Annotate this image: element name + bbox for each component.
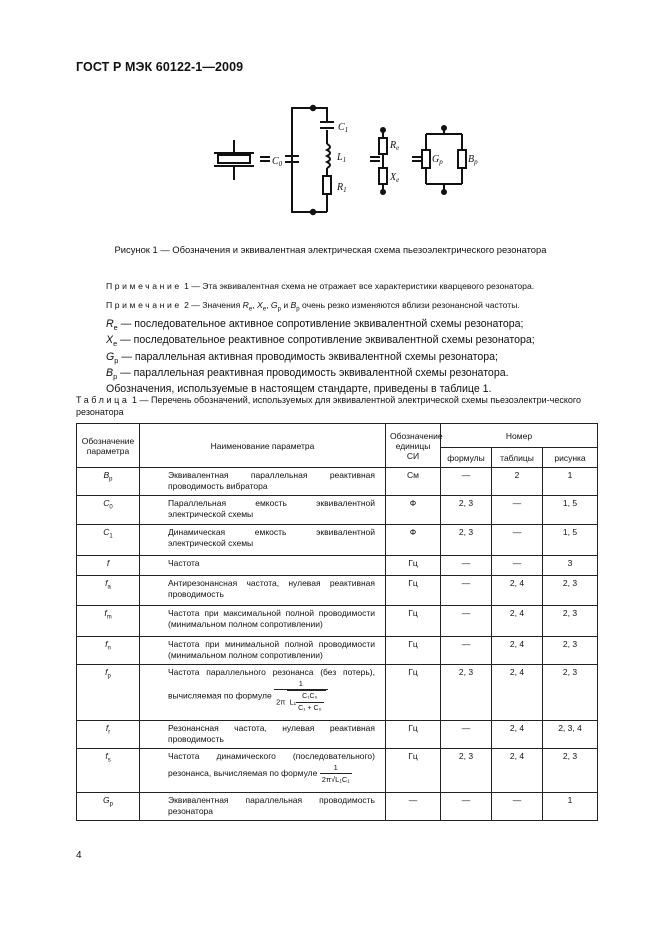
param-figure-ref: 1 [543,793,598,821]
document-header: ГОСТ Р МЭК 60122-1—2009 [76,60,244,74]
param-name: Динамическая емкость эквивалентной электрической схемы [140,525,386,556]
param-symbol: f [77,556,140,576]
param-symbol: $f_s$ [77,749,140,793]
param-table-ref: 2, 4 [492,665,543,721]
param-name: Частота при максимальной полной проводимости (минимальном полном сопротивлении) [140,606,386,637]
param-formula-ref: — [441,793,492,821]
param-unit: Ф [386,496,441,525]
table-row [77,793,598,821]
table-row [77,576,598,606]
param-table-ref: — [492,496,543,525]
param-unit: Гц [386,721,441,749]
param-unit: Гц [386,665,441,721]
label-c1: $C_1$ [338,122,349,134]
param-table-ref: 2, 4 [492,576,543,606]
param-formula-ref: — [441,576,492,606]
param-formula-ref: 2, 3 [441,496,492,525]
note-2: Примечание 2 — Значения $R_e$, $X_e$, $G_p$ и $B_p$ очень резко изменяются вблизи резонансной частоты. [106,300,520,313]
param-figure-ref: 3 [543,556,598,576]
table-row [77,665,598,721]
param-table-ref: — [492,556,543,576]
header-number: Номер [441,424,598,448]
param-name: Эквивалентная параллельная реактивная проводимость вибратора [140,468,386,496]
param-unit: См [386,468,441,496]
param-name: Резонансная частота, нулевая реактивная проводимость [140,721,386,749]
param-symbol: $C_0$ [77,496,140,525]
param-figure-ref: 2, 3, 4 [543,721,598,749]
param-symbol: $f_p$ [77,665,140,721]
param-unit: Гц [386,637,441,665]
label-l1: $L_1$ [337,152,347,164]
header-figure: рисунка [543,448,598,468]
param-name: Частота параллельного резонанса (без потерь), вычисляемая по формуле 1 2π L₁ $\frac{\text{C₁C₀}}{\text{C₁ + C₀}}$ [140,665,386,721]
param-symbol: $G_p$ [77,793,140,821]
label-re: $R_e$ [390,140,400,152]
param-unit: Гц [386,576,441,606]
param-table-ref: — [492,525,543,556]
param-name: Параллельная емкость эквивалентной электрической схемы [140,496,386,525]
label-r1: $R_1$ [337,182,347,194]
figure-caption: Рисунок 1 — Обозначения и эквивалентная электрическая схема пьезоэлектрического резонатора [114,244,547,255]
param-figure-ref: 2, 3 [543,637,598,665]
param-name: Антирезонансная частота, нулевая реактивная проводимость [140,576,386,606]
param-symbol: $C_1$ [77,525,140,556]
table-row [77,468,598,496]
param-formula-ref: 2, 3 [441,665,492,721]
page-number: 4 [76,850,82,861]
definition-re: $R_e$ — последовательное активное сопротивление эквивалентной схемы резонатора; [106,318,524,333]
table-row [77,637,598,665]
param-symbol: $f_a$ [77,576,140,606]
definitions-list [106,318,535,396]
param-table-ref: 2, 4 [492,637,543,665]
header-symbol: Обозначение параметра [77,424,140,468]
label-bp: $B_p$ [468,154,478,166]
param-formula-ref: — [441,637,492,665]
param-table-ref: 2 [492,468,543,496]
param-figure-ref: 2, 3 [543,576,598,606]
definition-bp: $B_p$ — параллельная реактивная проводимость эквивалентной схемы резонатора. [106,366,509,382]
crystal-body [218,155,250,163]
definitions-tail: Обозначения, используемые в настоящем стандарте, приведены в таблице 1. [106,383,492,396]
fs-formula: $\frac{1}{\text{2π√L₁C₁}}$ [321,763,350,784]
param-formula-ref: — [441,721,492,749]
param-unit: Гц [386,556,441,576]
param-unit: Гц [386,606,441,637]
param-name: Эквивалентная параллельная проводимость резонатора [140,793,386,821]
param-formula-ref: — [441,606,492,637]
param-symbol: $B_p$ [77,468,140,496]
label-gp: $G_p$ [432,154,443,166]
param-figure-ref: 2, 3 [543,665,598,721]
equivalent-circuit-schematic [200,100,490,230]
param-symbol: $f_m$ [77,606,140,637]
header-table: таблицы [492,448,543,468]
param-name: Частота динамического (последовательного) резонанса, вычисляемая по формуле $\frac{1}{\text{2π√L₁C₁}}$ [140,749,386,793]
table-row [77,556,598,576]
param-symbol: $f_r$ [77,721,140,749]
header-name: Наименование параметра [140,424,386,468]
param-unit: — [386,793,441,821]
table-row [77,749,598,793]
param-table-ref: — [492,793,543,821]
param-formula-ref: — [441,556,492,576]
note-1: Примечание 1 — Эта эквивалентная схема не отражает все характеристики кварцевого резонатора. [106,281,535,291]
param-formula-ref: 2, 3 [441,749,492,793]
param-formula-ref: — [441,468,492,496]
param-figure-ref: 2, 3 [543,749,598,793]
param-figure-ref: 1 [543,468,598,496]
table-row [77,606,598,637]
table-caption: Таблица 1 — Перечень обозначений, используемых для эквивалентной электрической схемы пьезоэлектри-ческого резонатора [76,395,581,417]
header-unit: Обозначение единицы СИ [386,424,441,468]
table-row [77,525,598,556]
param-table-ref: 2, 4 [492,749,543,793]
definition-gp: $G_p$ — параллельная активная проводимость эквивалентной схемы резонатора; [106,350,498,365]
label-xe: $X_e$ [390,172,400,184]
header-formula: формулы [441,448,492,468]
table-row [77,496,598,525]
param-name: Частота [140,556,386,576]
fp-formula: 1 2π L₁ $\frac{\text{C₁C₀}}{\text{C₁ + C₀}}$ [274,678,327,714]
param-unit: Ф [386,525,441,556]
label-c0: $C_0$ [272,156,283,168]
param-symbol: $f_n$ [77,637,140,665]
param-unit: Гц [386,749,441,793]
param-formula-ref: 2, 3 [441,525,492,556]
param-name: Частота при минимальной полной проводимости (минимальном полном сопротивлении) [140,637,386,665]
table-row [77,721,598,749]
parameters-table [76,423,598,821]
definition-xe: $X_e$ — последовательное реактивное сопротивление эквивалентной схемы резонатора; [106,334,535,349]
param-figure-ref: 2, 3 [543,606,598,637]
param-figure-ref: 1, 5 [543,496,598,525]
param-table-ref: 2, 4 [492,721,543,749]
param-table-ref: 2, 4 [492,606,543,637]
param-figure-ref: 1, 5 [543,525,598,556]
